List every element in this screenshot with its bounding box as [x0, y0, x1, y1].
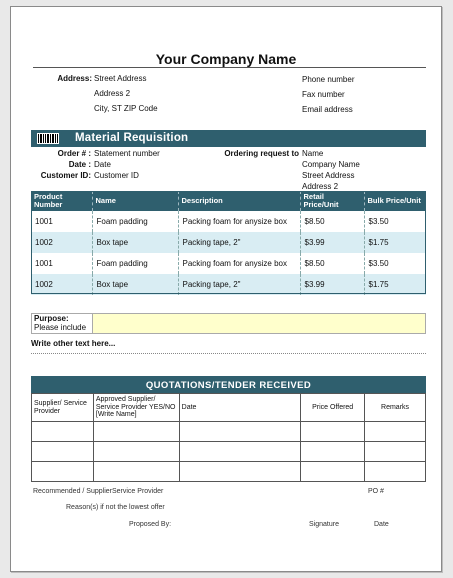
purpose-field[interactable]	[31, 313, 426, 334]
cell-name: Foam padding	[92, 253, 178, 274]
header-name: Name	[92, 191, 178, 211]
address-line1: Street Address	[94, 74, 147, 83]
header-divider	[33, 67, 426, 68]
material-requisition-band	[31, 130, 426, 147]
items-table	[31, 191, 426, 295]
header-date: Date	[179, 394, 301, 422]
ordering-request-street: Street Address	[302, 171, 355, 180]
ordering-request-address2: Address 2	[302, 182, 339, 191]
cell-name: Box tape	[92, 232, 178, 253]
quote-cell[interactable]	[32, 462, 94, 482]
ordering-request-label: Ordering request to	[224, 149, 299, 158]
table-row	[32, 462, 426, 482]
signature-label: Signature	[309, 521, 339, 528]
form-title: Material Requisition	[75, 132, 189, 144]
date-value: Date	[94, 160, 111, 169]
phone-number: Phone number	[302, 75, 355, 84]
date-footer-label: Date	[374, 521, 389, 528]
quote-cell[interactable]	[365, 442, 426, 462]
order-number-label: Order # :	[57, 149, 91, 158]
header-bulk-price: Bulk Price/Unit	[364, 191, 426, 211]
cell-bulk-price: $3.50	[364, 211, 426, 232]
customer-id-value: Customer ID	[94, 171, 139, 180]
purpose-label-hint: Please include	[34, 323, 87, 332]
quote-cell[interactable]	[301, 422, 365, 442]
quote-cell[interactable]	[301, 442, 365, 462]
header-supplier: Supplier/ Service Provider	[32, 394, 94, 422]
cell-description: Packing foam for anysize box	[178, 211, 300, 232]
recommended-label: Recommended / SupplierService Provider	[33, 488, 164, 495]
ordering-request-company: Company Name	[302, 160, 360, 169]
proposed-by-label: Proposed By:	[129, 521, 172, 528]
cell-description: Packing tape, 2"	[178, 232, 300, 253]
table-row	[31, 274, 426, 295]
quote-cell[interactable]	[365, 422, 426, 442]
cell-name: Box tape	[92, 274, 178, 295]
quotations-table	[31, 393, 426, 482]
items-header-row	[31, 191, 426, 211]
po-label: PO #	[368, 488, 384, 495]
table-row	[31, 253, 426, 274]
cell-bulk-price: $1.75	[364, 232, 426, 253]
header-remarks: Remarks	[365, 394, 426, 422]
ordering-request-name: Name	[302, 149, 324, 158]
address-line3: City, ST ZIP Code	[94, 104, 158, 113]
header-description: Description	[178, 191, 300, 211]
quote-cell[interactable]	[93, 422, 179, 442]
cell-product-number: 1001	[35, 258, 53, 268]
quotations-band	[31, 376, 426, 393]
quote-cell[interactable]	[179, 422, 301, 442]
cell-name: Foam padding	[92, 211, 178, 232]
other-text-underline	[31, 353, 426, 354]
customer-id-label: Customer ID:	[40, 171, 91, 180]
cell-bulk-price: $3.50	[364, 253, 426, 274]
cell-product-number: 1002	[31, 274, 92, 295]
quote-cell[interactable]	[179, 442, 301, 462]
barcode-icon	[37, 133, 59, 144]
cell-description: Packing foam for anysize box	[178, 253, 300, 274]
document-page	[10, 6, 442, 572]
quotations-header-row	[32, 394, 426, 422]
order-number-value: Statement number	[94, 149, 160, 158]
cell-product-number: 1002	[31, 232, 92, 253]
company-name: Your Company Name	[155, 51, 297, 67]
cell-bulk-price: $1.75	[364, 274, 426, 295]
quote-cell[interactable]	[301, 462, 365, 482]
email-address: Email address	[302, 105, 353, 114]
header-approved-supplier: Approved Supplier/ Service Provider YES/NO [Write Name]	[93, 394, 179, 422]
quote-cell[interactable]	[32, 422, 94, 442]
cell-retail-price: $8.50	[300, 211, 364, 232]
cell-retail-price: $3.99	[300, 274, 364, 295]
cell-retail-price: $3.99	[300, 232, 364, 253]
quote-cell[interactable]	[93, 462, 179, 482]
cell-description: Packing tape, 2"	[178, 274, 300, 295]
header-price-offered: Price Offered	[301, 394, 365, 422]
table-row	[31, 211, 426, 232]
fax-number: Fax number	[302, 90, 345, 99]
table-row	[32, 422, 426, 442]
table-row	[32, 442, 426, 462]
cell-product-number: 1001	[35, 216, 53, 226]
date-label: Date :	[68, 160, 91, 169]
quote-cell[interactable]	[93, 442, 179, 462]
header-product-number: Product Number	[31, 191, 92, 211]
quotations-title: QUOTATIONS/TENDER RECEIVED	[145, 380, 312, 391]
address-label: Address:	[57, 74, 92, 83]
table-row	[31, 232, 426, 253]
reason-label: Reason(s) if not the lowest offer	[66, 504, 165, 511]
quote-cell[interactable]	[179, 462, 301, 482]
address-line2: Address 2	[94, 89, 131, 98]
other-text[interactable]: Write other text here...	[31, 339, 116, 348]
header-retail-price: Retail Price/Unit	[300, 191, 364, 211]
quote-cell[interactable]	[32, 442, 94, 462]
cell-retail-price: $8.50	[300, 253, 364, 274]
purpose-label	[32, 314, 93, 333]
purpose-label-title: Purpose:	[34, 314, 69, 323]
quote-cell[interactable]	[365, 462, 426, 482]
